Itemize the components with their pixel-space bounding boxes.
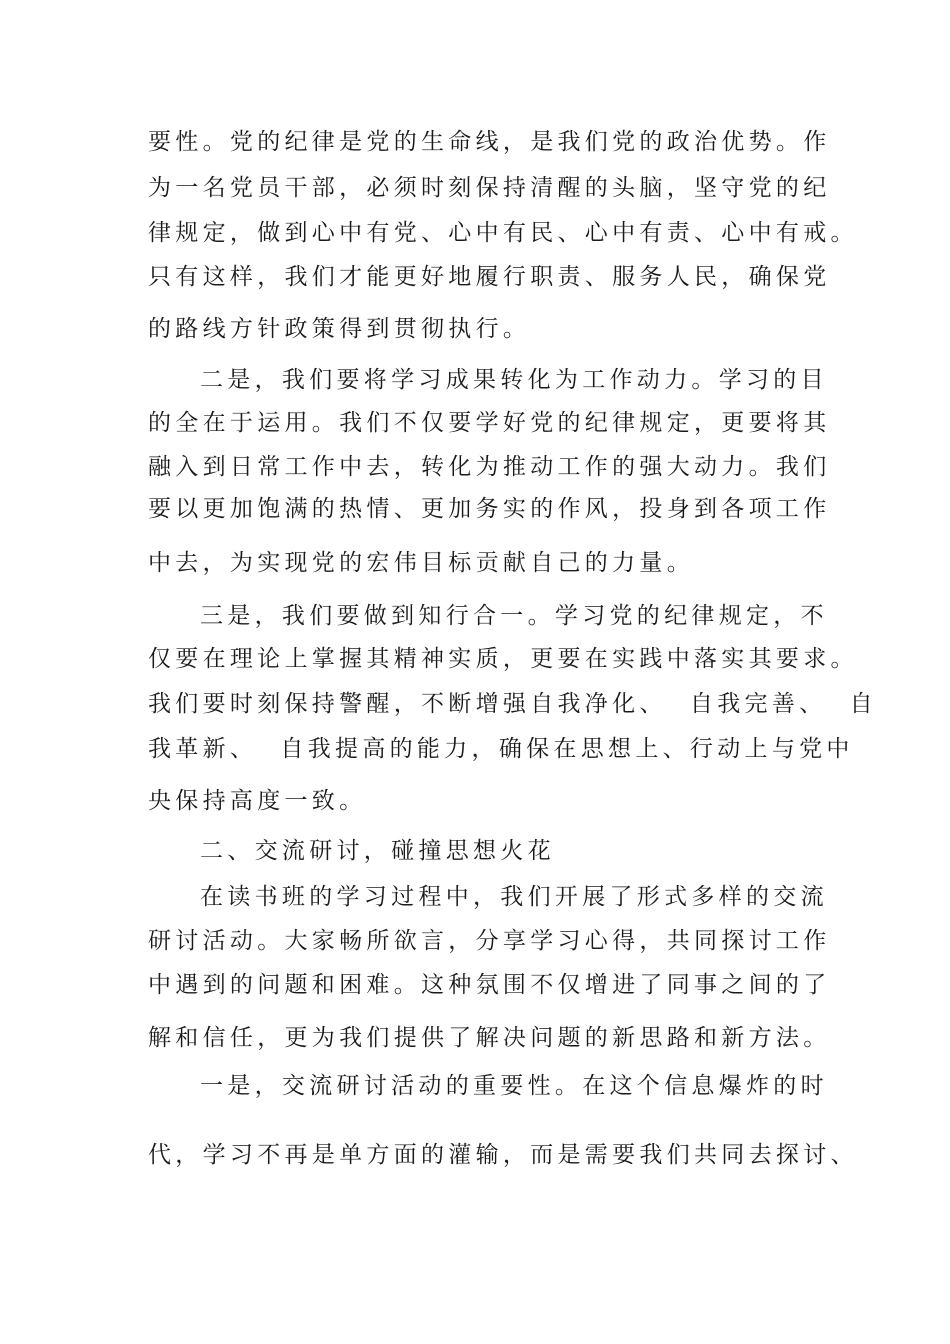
text-line: 解和信任，更为我们提供了解决问题的新思路和新方法。 — [148, 1025, 831, 1051]
text-line: 融入到日常工作中去，转化为推动工作的强大动力。我们 — [148, 454, 831, 480]
paragraph-start-line: 二是，我们要将学习成果转化为工作动力。学习的目 — [200, 367, 828, 393]
text-line: 要性。党的纪律是党的生命线，是我们党的政治优势。作 — [148, 129, 831, 155]
text-line: 我革新、 自我提高的能力，确保在思想上、行动上与党中 — [148, 736, 854, 762]
paragraph-start-line: 三是，我们要做到知行合一。学习党的纪律规定，不 — [200, 603, 828, 629]
text-line: 中去，为实现党的宏伟目标贡献自己的力量。 — [148, 550, 694, 576]
text-line: 我们要时刻保持警醒，不断增强自我净化、 自我完善、 自 — [148, 691, 877, 717]
text-line: 的全在于运用。我们不仅要学好党的纪律规定，更要将其 — [148, 410, 831, 436]
paragraph-start-line: 在读书班的学习过程中，我们开展了形式多样的交流 — [200, 884, 828, 910]
text-line: 中遇到的问题和困难。这种氛围不仅增进了同事之间的了 — [148, 972, 831, 998]
paragraph-start-line: 一是，交流研讨活动的重要性。在这个信息爆炸的时 — [200, 1073, 828, 1099]
text-line: 研讨活动。大家畅所欲言，分享学习心得，共同探讨工作 — [148, 928, 831, 954]
text-line: 央保持高度一致。 — [148, 788, 367, 814]
text-line: 要以更加饱满的热情、更加务实的作风，投身到各项工作 — [148, 496, 831, 522]
text-line: 律规定，做到心中有党、心中有民、心中有责、心中有戒。 — [148, 220, 858, 246]
text-line: 仅要在理论上掌握其精神实质，更要在实践中落实其要求。 — [148, 646, 858, 672]
section-heading: 二、交流研讨，碰撞思想火花 — [200, 838, 555, 864]
text-line: 只有这样，我们才能更好地履行职责、服务人民，确保党 — [148, 264, 831, 290]
text-line: 的路线方针政策得到贯彻执行。 — [148, 316, 531, 342]
text-line: 为一名党员干部，必须时刻保持清醒的头脑，坚守党的纪 — [148, 175, 831, 201]
text-line: 代，学习不再是单方面的灌输，而是需要我们共同去探讨、 — [148, 1142, 858, 1168]
